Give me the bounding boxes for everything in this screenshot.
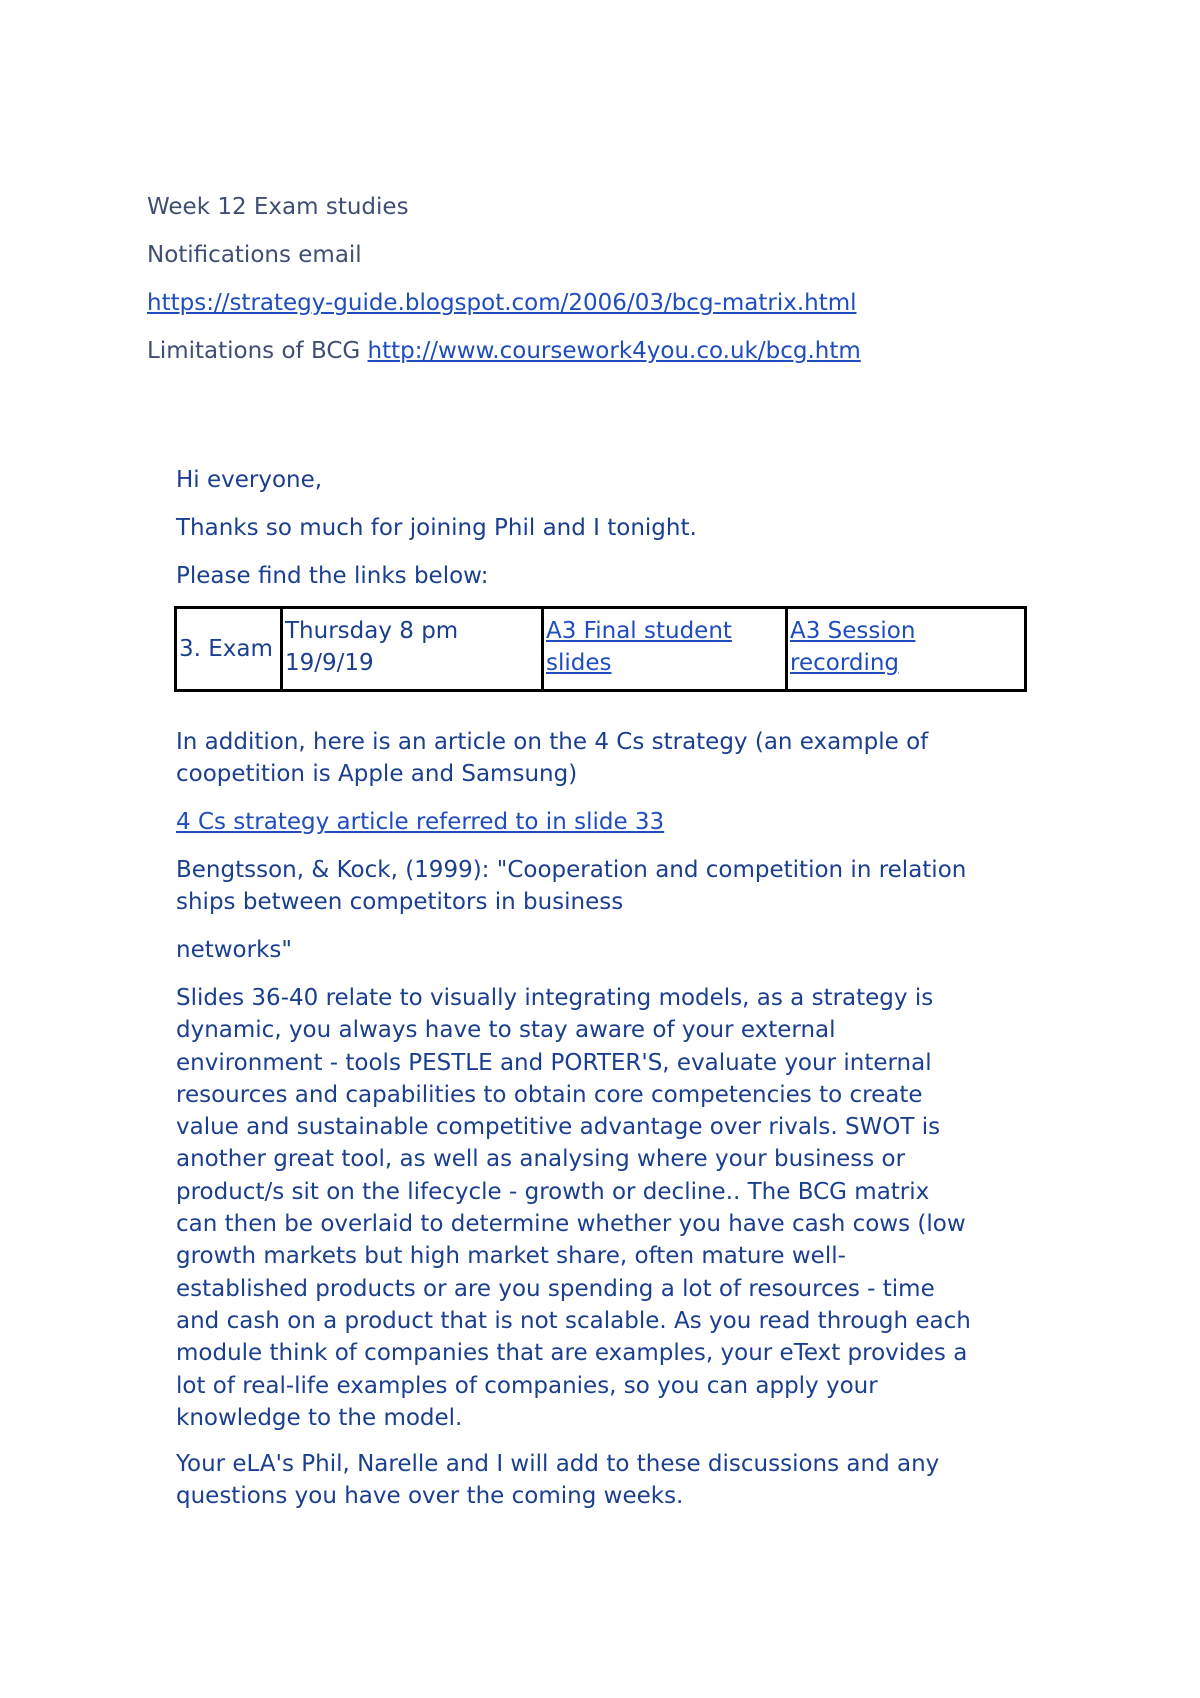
bcg-limitations-link[interactable]: http://www.coursework4you.co.uk/bcg.htm xyxy=(367,338,861,364)
slides-line: resources and capabilities to obtain core competencies to create xyxy=(176,1081,923,1108)
closing-paragraph xyxy=(176,1448,1036,1513)
session-recording-link-line2[interactable]: recording xyxy=(790,650,900,676)
table-row xyxy=(176,608,1026,691)
bcg-matrix-link[interactable]: https://strategy-guide.blogspot.com/2006/03/bcg-matrix.html xyxy=(147,290,857,316)
session-recording-link[interactable] xyxy=(790,615,1022,679)
session-time: Thursday 8 pm xyxy=(285,618,459,644)
bcg-limitations-line xyxy=(147,338,861,364)
slides-line: value and sustainable competitive advantage over rivals. SWOT is xyxy=(176,1114,941,1141)
session-date: 19/9/19 xyxy=(285,650,374,676)
session-cell xyxy=(176,608,282,691)
slides-cell xyxy=(543,608,787,691)
closing-line-2: questions you have over the coming weeks. xyxy=(176,1483,684,1510)
page-title: Week 12 Exam studies xyxy=(147,194,409,220)
addition-paragraph xyxy=(176,726,1036,791)
article-link[interactable]: 4 Cs strategy article referred to in slide 33 xyxy=(176,809,665,835)
session-recording-link-line1[interactable]: A3 Session xyxy=(790,618,916,644)
addition-line-1: In addition, here is an article on the 4 Cs strategy (an example of xyxy=(176,729,929,755)
citation-continuation: networks" xyxy=(176,937,292,963)
final-slides-link-line2[interactable]: slides xyxy=(546,650,612,676)
session-links-table xyxy=(174,606,1027,692)
slides-line: and cash on a product that is not scalable. As you read through each xyxy=(176,1307,971,1334)
final-slides-link[interactable] xyxy=(546,615,783,679)
bcg-matrix-link-line xyxy=(147,290,857,316)
slides-line: knowledge to the model. xyxy=(176,1404,463,1431)
final-slides-link-line1[interactable]: A3 Final student xyxy=(546,618,732,644)
closing-line-1: Your eLA's Phil, Narelle and I will add to these discussions and any xyxy=(176,1451,940,1477)
addition-line-2: coopetition is Apple and Samsung) xyxy=(176,761,578,788)
session-name: 3. Exam xyxy=(179,636,273,662)
bcg-limitations-label: Limitations of BCG xyxy=(147,338,368,364)
citation-paragraph xyxy=(176,854,1036,919)
links-intro: Please find the links below: xyxy=(176,563,489,589)
notifications-heading: Notifications email xyxy=(147,242,362,268)
thanks-line: Thanks so much for joining Phil and I tonight. xyxy=(176,515,697,541)
slides-line: growth markets but high market share, often mature well- xyxy=(176,1243,846,1270)
citation-line-1: Bengtsson, & Kock, (1999): "Cooperation and competition in relation xyxy=(176,857,967,883)
slides-line: Slides 36-40 relate to visually integrating models, as a strategy is xyxy=(176,985,934,1011)
slides-line: module think of companies that are examples, your eText provides a xyxy=(176,1340,968,1367)
date-cell xyxy=(282,608,543,691)
recording-cell xyxy=(787,608,1026,691)
article-link-line xyxy=(176,806,1036,838)
slides-paragraph xyxy=(176,982,1036,1434)
citation-line-2: ships between competitors in business xyxy=(176,889,624,916)
slides-line: lot of real-life examples of companies, so you can apply your xyxy=(176,1372,878,1399)
slides-line: another great tool, as well as analysing where your business or xyxy=(176,1146,906,1173)
slides-line: can then be overlaid to determine whether you have cash cows (low xyxy=(176,1211,966,1238)
greeting: Hi everyone, xyxy=(176,467,323,493)
slides-line: dynamic, you always have to stay aware of your external xyxy=(176,1017,836,1044)
slides-line: established products or are you spending a lot of resources - time xyxy=(176,1275,935,1302)
slides-line: environment - tools PESTLE and PORTER'S, evaluate your internal xyxy=(176,1049,932,1076)
slides-line: product/s sit on the lifecycle - growth or decline.. The BCG matrix xyxy=(176,1178,930,1205)
